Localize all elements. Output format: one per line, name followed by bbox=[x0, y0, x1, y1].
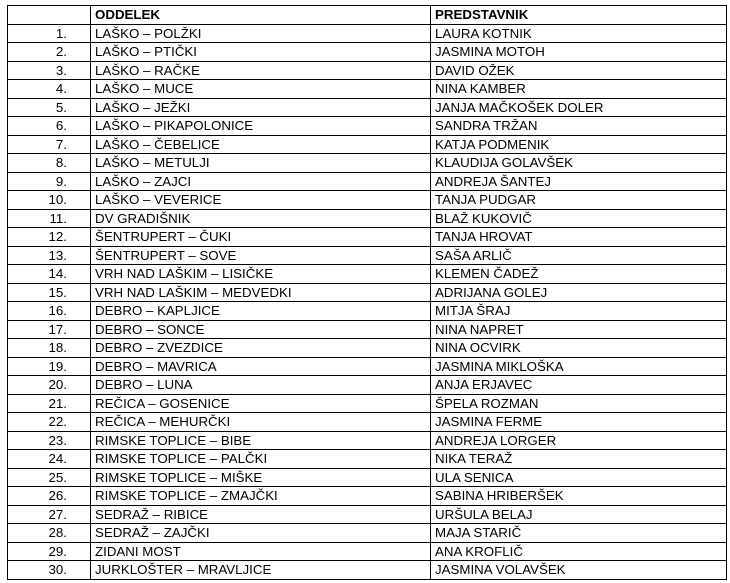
row-number: 16. bbox=[8, 302, 91, 321]
row-number: 23. bbox=[8, 431, 91, 450]
row-representative: TANJA PUDGAR bbox=[431, 191, 727, 210]
table-body bbox=[8, 24, 727, 579]
row-number: 24. bbox=[8, 450, 91, 469]
table-row bbox=[8, 302, 727, 321]
header-department: ODDELEK bbox=[91, 6, 431, 25]
row-number: 5. bbox=[8, 98, 91, 117]
row-representative: JASMINA VOLAVŠEK bbox=[431, 561, 727, 580]
row-number: 27. bbox=[8, 505, 91, 524]
table-row bbox=[8, 487, 727, 506]
row-number: 14. bbox=[8, 265, 91, 284]
row-representative: KLAUDIJA GOLAVŠEK bbox=[431, 154, 727, 173]
row-number: 26. bbox=[8, 487, 91, 506]
table-row bbox=[8, 561, 727, 580]
row-number: 12. bbox=[8, 228, 91, 247]
row-department: SEDRAŽ – RIBICE bbox=[91, 505, 431, 524]
row-number: 11. bbox=[8, 209, 91, 228]
row-representative: JASMINA MOTOH bbox=[431, 43, 727, 62]
row-number: 15. bbox=[8, 283, 91, 302]
row-department: LAŠKO – METULJI bbox=[91, 154, 431, 173]
row-department: DEBRO – LUNA bbox=[91, 376, 431, 395]
table-row bbox=[8, 228, 727, 247]
row-representative: BLAŽ KUKOVIČ bbox=[431, 209, 727, 228]
row-number: 4. bbox=[8, 80, 91, 99]
row-department: VRH NAD LAŠKIM – MEDVEDKI bbox=[91, 283, 431, 302]
row-number: 3. bbox=[8, 61, 91, 80]
table-row bbox=[8, 191, 727, 210]
row-department: LAŠKO – POLŽKI bbox=[91, 24, 431, 43]
row-representative: ANDREJA LORGER bbox=[431, 431, 727, 450]
row-representative: URŠULA BELAJ bbox=[431, 505, 727, 524]
table-row bbox=[8, 246, 727, 265]
row-number: 19. bbox=[8, 357, 91, 376]
table-row bbox=[8, 357, 727, 376]
row-number: 25. bbox=[8, 468, 91, 487]
row-department: RIMSKE TOPLICE – PALČKI bbox=[91, 450, 431, 469]
row-department: LAŠKO – JEŽKI bbox=[91, 98, 431, 117]
row-representative: SABINA HRIBERŠEK bbox=[431, 487, 727, 506]
row-department: REČICA – MEHURČKI bbox=[91, 413, 431, 432]
row-department: LAŠKO – ZAJCI bbox=[91, 172, 431, 191]
row-department: DEBRO – MAVRICA bbox=[91, 357, 431, 376]
row-department: DEBRO – SONCE bbox=[91, 320, 431, 339]
row-representative: KLEMEN ČADEŽ bbox=[431, 265, 727, 284]
row-representative: TANJA HROVAT bbox=[431, 228, 727, 247]
table-row bbox=[8, 320, 727, 339]
table-header-row bbox=[8, 6, 727, 25]
row-representative: MAJA STARIČ bbox=[431, 524, 727, 543]
table-row bbox=[8, 431, 727, 450]
table-row bbox=[8, 24, 727, 43]
row-representative: NINA KAMBER bbox=[431, 80, 727, 99]
table-row bbox=[8, 135, 727, 154]
row-department: RIMSKE TOPLICE – MIŠKE bbox=[91, 468, 431, 487]
table-row bbox=[8, 542, 727, 561]
table-row bbox=[8, 61, 727, 80]
row-department: LAŠKO – PTIČKI bbox=[91, 43, 431, 62]
row-department: LAŠKO – MUCE bbox=[91, 80, 431, 99]
row-department: VRH NAD LAŠKIM – LISIČKE bbox=[91, 265, 431, 284]
row-representative: SANDRA TRŽAN bbox=[431, 117, 727, 136]
row-representative: ULA SENICA bbox=[431, 468, 727, 487]
row-department: DEBRO – KAPLJICE bbox=[91, 302, 431, 321]
row-number: 29. bbox=[8, 542, 91, 561]
row-department: DV GRADIŠNIK bbox=[91, 209, 431, 228]
table-row bbox=[8, 43, 727, 62]
row-department: ŠENTRUPERT – SOVE bbox=[91, 246, 431, 265]
row-department: ŠENTRUPERT – ČUKI bbox=[91, 228, 431, 247]
row-department: ZIDANI MOST bbox=[91, 542, 431, 561]
table-row bbox=[8, 265, 727, 284]
table-row bbox=[8, 376, 727, 395]
table-row bbox=[8, 394, 727, 413]
row-department: JURKLOŠTER – MRAVLJICE bbox=[91, 561, 431, 580]
row-number: 17. bbox=[8, 320, 91, 339]
header-representative: PREDSTAVNIK bbox=[431, 6, 727, 25]
row-department: SEDRAŽ – ZAJČKI bbox=[91, 524, 431, 543]
row-representative: NINA NAPRET bbox=[431, 320, 727, 339]
row-representative: KATJA PODMENIK bbox=[431, 135, 727, 154]
table-row bbox=[8, 117, 727, 136]
table-row bbox=[8, 450, 727, 469]
row-representative: JASMINA MIKLOŠKA bbox=[431, 357, 727, 376]
row-number: 7. bbox=[8, 135, 91, 154]
row-department: RIMSKE TOPLICE – ZMAJČKI bbox=[91, 487, 431, 506]
row-department: LAŠKO – PIKAPOLONICE bbox=[91, 117, 431, 136]
table-row bbox=[8, 209, 727, 228]
row-representative: ANDREJA ŠANTEJ bbox=[431, 172, 727, 191]
row-number: 6. bbox=[8, 117, 91, 136]
row-representative: DAVID OŽEK bbox=[431, 61, 727, 80]
table-row bbox=[8, 172, 727, 191]
row-number: 10. bbox=[8, 191, 91, 210]
row-representative: ŠPELA ROZMAN bbox=[431, 394, 727, 413]
row-number: 21. bbox=[8, 394, 91, 413]
row-representative: LAURA KOTNIK bbox=[431, 24, 727, 43]
row-department: LAŠKO – VEVERICE bbox=[91, 191, 431, 210]
table-row bbox=[8, 98, 727, 117]
row-number: 9. bbox=[8, 172, 91, 191]
row-number: 30. bbox=[8, 561, 91, 580]
table-row bbox=[8, 505, 727, 524]
table-row bbox=[8, 413, 727, 432]
row-representative: NIKA TERAŽ bbox=[431, 450, 727, 469]
header-number bbox=[8, 6, 91, 25]
row-number: 1. bbox=[8, 24, 91, 43]
row-representative: ANA KROFLIČ bbox=[431, 542, 727, 561]
row-representative: ADRIJANA GOLEJ bbox=[431, 283, 727, 302]
row-representative: ANJA ERJAVEC bbox=[431, 376, 727, 395]
row-department: RIMSKE TOPLICE – BIBE bbox=[91, 431, 431, 450]
row-representative: SAŠA ARLIČ bbox=[431, 246, 727, 265]
table-row bbox=[8, 283, 727, 302]
row-representative: MITJA ŠRAJ bbox=[431, 302, 727, 321]
table-row bbox=[8, 154, 727, 173]
row-representative: JASMINA FERME bbox=[431, 413, 727, 432]
row-representative: JANJA MAČKOŠEK DOLER bbox=[431, 98, 727, 117]
table-row bbox=[8, 524, 727, 543]
table-row bbox=[8, 468, 727, 487]
table-row bbox=[8, 339, 727, 358]
row-number: 28. bbox=[8, 524, 91, 543]
representatives-table bbox=[7, 5, 727, 580]
row-number: 20. bbox=[8, 376, 91, 395]
row-number: 18. bbox=[8, 339, 91, 358]
row-department: REČICA – GOSENICE bbox=[91, 394, 431, 413]
row-department: LAŠKO – RAČKE bbox=[91, 61, 431, 80]
row-number: 2. bbox=[8, 43, 91, 62]
row-department: DEBRO – ZVEZDICE bbox=[91, 339, 431, 358]
row-department: LAŠKO – ČEBELICE bbox=[91, 135, 431, 154]
table-row bbox=[8, 80, 727, 99]
row-number: 8. bbox=[8, 154, 91, 173]
row-representative: NINA OCVIRK bbox=[431, 339, 727, 358]
row-number: 22. bbox=[8, 413, 91, 432]
row-number: 13. bbox=[8, 246, 91, 265]
